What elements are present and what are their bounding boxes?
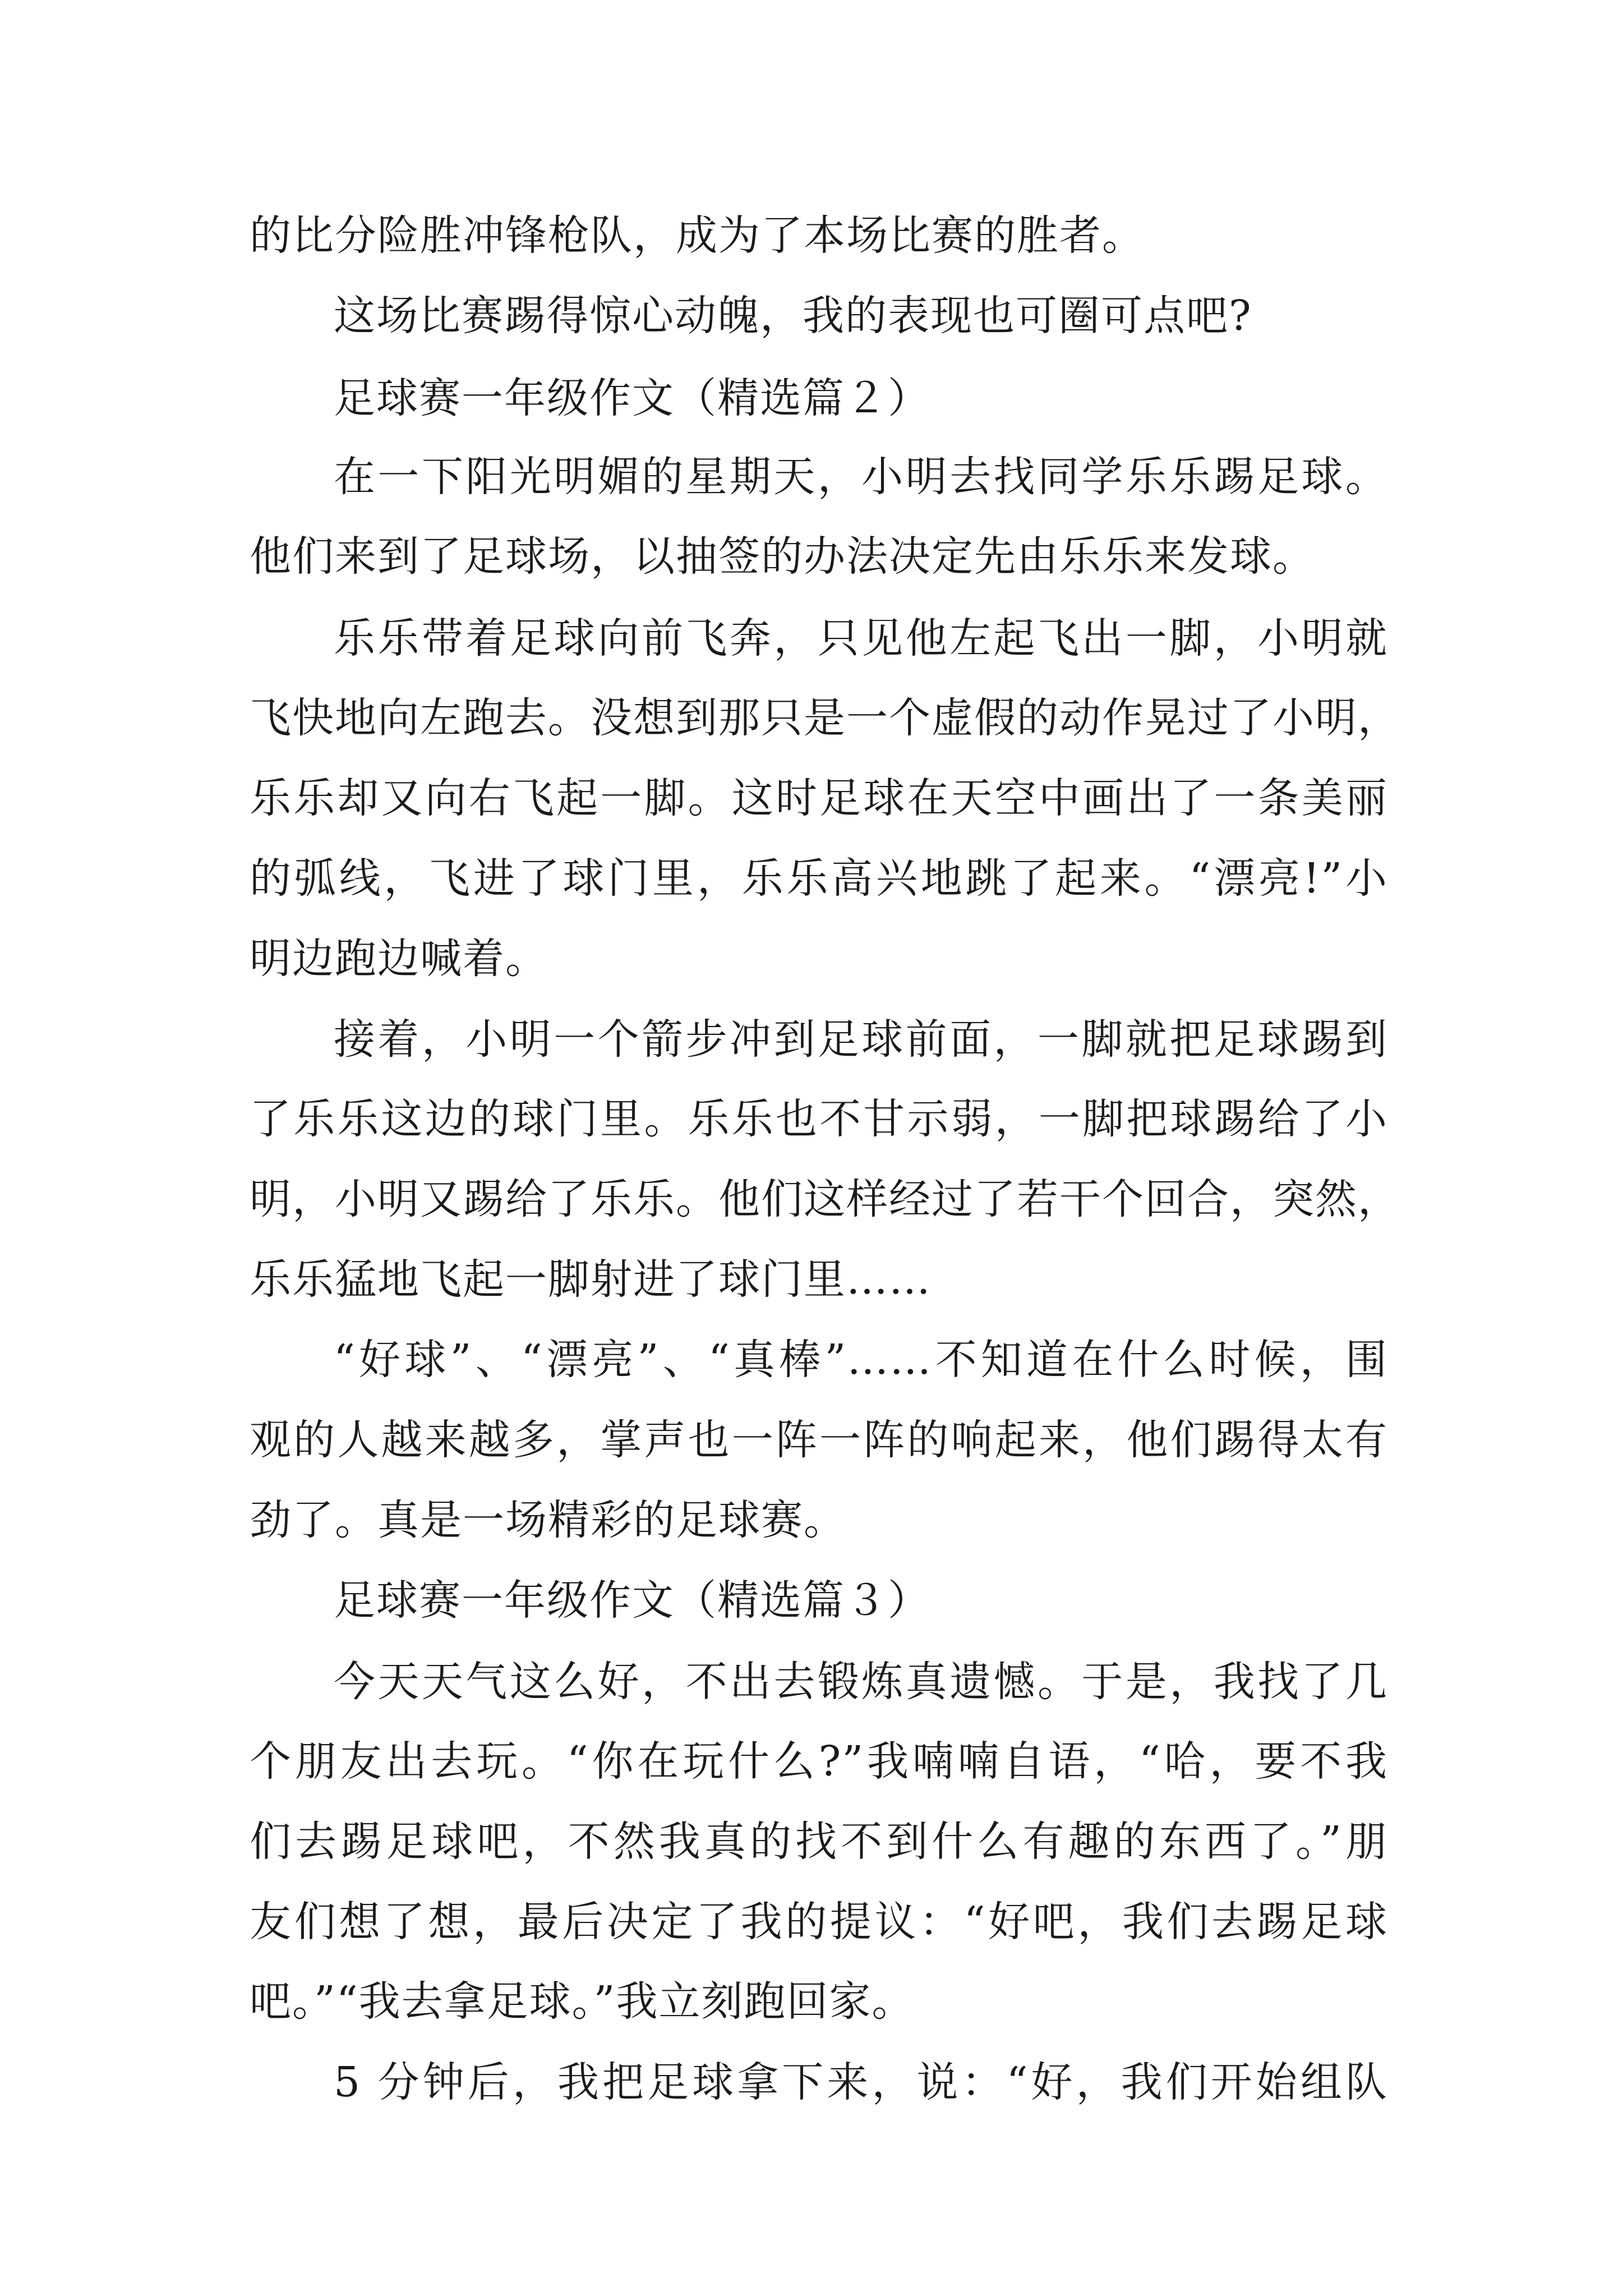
text-line: 足球赛一年级作文（精选篇２） [334, 374, 930, 422]
text-line: 在一下阳光明媚的星期天，小明去找同学乐乐踢足球。 [334, 453, 1388, 501]
text-line: 观的人越来越多，掌声也一阵一阵的响起来，他们踢得太有 [250, 1416, 1388, 1464]
text-line: 们去踢足球吧，不然我真的找不到什么有趣的东西了。”朋 [250, 1818, 1388, 1866]
text-line: 他们来到了足球场，以抽签的办法决定先由乐乐来发球。 [250, 532, 1315, 581]
text-line: 劲了。真是一场精彩的足球赛。 [250, 1496, 846, 1544]
text-line: 乐乐却又向右飞起一脚。这时足球在天空中画出了一条美丽 [250, 774, 1388, 822]
text-line: 友们想了想，最后决定了我的提议：“好吧，我们去踢足球 [250, 1898, 1388, 1946]
text-line: 接着，小明一个箭步冲到足球前面，一脚就把足球踢到 [334, 1015, 1388, 1064]
text-line: 个朋友出去玩。“你在玩什么?”我喃喃自语，“哈，要不我 [250, 1737, 1388, 1786]
text-line: 了乐乐这边的球门里。乐乐也不甘示弱，一脚把球踢给了小 [250, 1095, 1388, 1143]
text-line: 今天天气这么好，不出去锻炼真遗憾。于是，我找了几 [334, 1658, 1388, 1706]
text-line: 明边跑边喊着。 [250, 935, 548, 983]
text-line: “好球”、“漂亮”、“真棒”……不知道在什么时候，围 [334, 1336, 1388, 1384]
text-line: 足球赛一年级作文（精选篇３） [334, 1576, 930, 1625]
text-line: 乐乐猛地飞起一脚射进了球门里…… [250, 1255, 932, 1304]
text-line: 的比分险胜冲锋枪队，成为了本场比赛的胜者。 [250, 211, 1145, 260]
text-line: 的弧线，飞进了球门里，乐乐高兴地跳了起来。“漂亮!”小 [250, 854, 1388, 903]
text-line: 飞快地向左跑去。没想到那只是一个虚假的动作晃过了小明， [250, 694, 1400, 742]
text-line: 明，小明又踢给了乐乐。他们这样经过了若干个回合，突然， [250, 1175, 1400, 1223]
text-line: 吧。”“我去拿足球。”我立刻跑回家。 [250, 1977, 915, 2026]
text-line: 乐乐带着足球向前飞奔，只见他左起飞出一脚，小明就 [334, 614, 1388, 662]
text-line: 5 分钟后，我把足球拿下来，说：“好，我们开始组队 [334, 2058, 1388, 2106]
text-line: 这场比赛踢得惊心动魄，我的表现也可圈可点吧? [334, 292, 1252, 340]
